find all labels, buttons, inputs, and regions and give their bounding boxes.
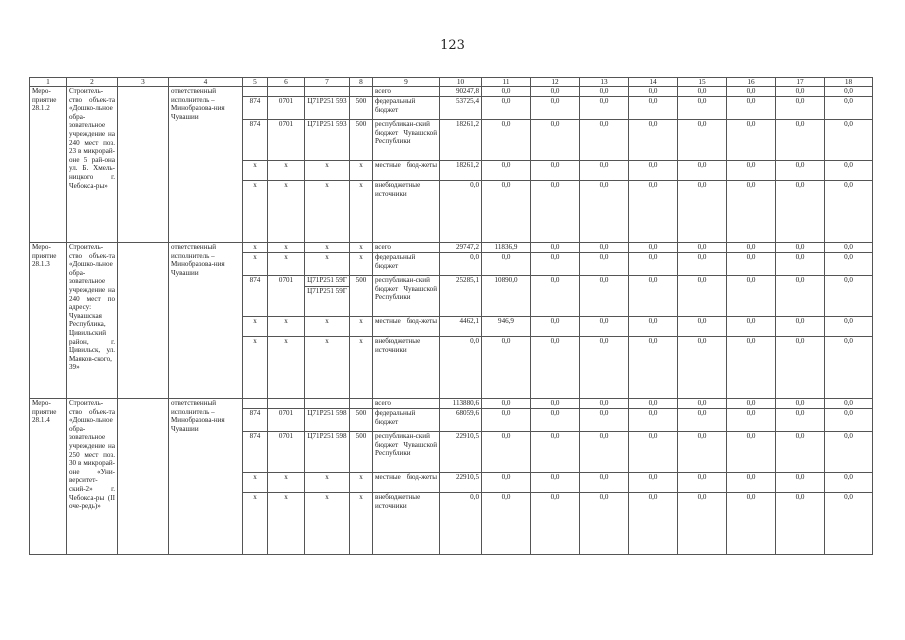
year-value: 0,0 [825,317,873,337]
target-article-code-value: x [325,243,329,251]
column-number-2: 2 [67,78,118,87]
year-value: 0,0 [825,409,873,432]
year-value: 0,0 [531,409,580,432]
year-value: 0,0 [629,97,678,120]
year-value: 0,0 [482,337,531,399]
co-executor [118,399,169,555]
table-row [30,243,873,253]
target-article-code-value: x [325,317,329,325]
year-value: 0,0 [776,243,825,253]
year-value: 0,0 [678,493,727,555]
year-value: 25285,1 [440,276,482,317]
year-value: 29747,2 [440,243,482,253]
year-value: 0,0 [678,87,727,97]
year-value: 0,0 [531,432,580,473]
target-article-code [305,120,350,161]
grbs-code [243,399,268,409]
grbs-code: x [243,493,268,555]
grbs-code: 874 [243,432,268,473]
year-value: 0,0 [727,337,776,399]
year-value: 0,0 [825,161,873,181]
year-value: 0,0 [727,432,776,473]
year-value: 0,0 [629,493,678,555]
year-value: 0,0 [727,276,776,317]
year-value: 0,0 [580,432,629,473]
target-article-code [305,317,350,337]
column-number-18: 18 [825,78,873,87]
year-value: 0,0 [482,409,531,432]
year-value: 0,0 [482,181,531,243]
column-number-8: 8 [350,78,373,87]
year-value: 0,0 [440,181,482,243]
funding-source: республикан-ский бюджет Чувашской Республики [373,276,440,317]
column-number-4: 4 [169,78,243,87]
section-code: x [268,181,305,243]
year-value: 0,0 [580,181,629,243]
year-value: 0,0 [531,181,580,243]
year-value: 0,0 [482,97,531,120]
year-value: 0,0 [727,473,776,493]
expense-type-code: x [350,317,373,337]
year-value: 0,0 [825,253,873,276]
year-value: 0,0 [727,181,776,243]
measure-name: Строитель-ство объек-та «Дошко-льное обра-зовательное учреждение на 240 мест по адресу: Чувашская Республика, Цивильский район, г. Цивильск, ул. Маяков-ского, 39» [67,243,118,399]
funding-source: федеральный бюджет [373,409,440,432]
year-value: 4462,1 [440,317,482,337]
year-value: 0,0 [531,161,580,181]
expense-type-code: x [350,243,373,253]
year-value: 0,0 [678,120,727,161]
column-number-10: 10 [440,78,482,87]
year-value: 18261,2 [440,120,482,161]
year-value: 0,0 [825,473,873,493]
year-value: 0,0 [776,493,825,555]
year-value: 0,0 [580,87,629,97]
grbs-code: x [243,161,268,181]
year-value: 0,0 [629,87,678,97]
year-value: 0,0 [776,97,825,120]
year-value: 0,0 [727,243,776,253]
target-article-code [305,473,350,493]
expense-type-code [350,399,373,409]
year-value: 0,0 [629,253,678,276]
expense-type-code: 500 [350,97,373,120]
year-value: 0,0 [629,181,678,243]
year-value: 0,0 [440,493,482,555]
year-value: 0,0 [629,432,678,473]
grbs-code: x [243,317,268,337]
year-value: 0,0 [580,161,629,181]
target-article-code-value: Ц71Р251 598 [307,432,347,440]
year-value: 0,0 [776,399,825,409]
target-article-code-value: x [325,161,329,169]
target-article-code-value: x [325,253,329,261]
year-value: 0,0 [727,409,776,432]
year-value: 0,0 [825,243,873,253]
target-article-code-value: x [325,181,329,189]
year-value: 0,0 [482,87,531,97]
year-value: 0,0 [482,120,531,161]
year-value: 53725,4 [440,97,482,120]
section-code: x [268,253,305,276]
co-executor [118,243,169,399]
table-row [30,399,873,409]
expense-type-code [350,87,373,97]
year-value: 0,0 [629,337,678,399]
grbs-code: x [243,337,268,399]
year-value: 0,0 [825,97,873,120]
expense-type-code: 500 [350,432,373,473]
target-article-code-value: x [325,473,329,481]
expense-type-code: x [350,181,373,243]
year-value: 0,0 [580,253,629,276]
year-value: 0,0 [678,161,727,181]
year-value: 0,0 [678,399,727,409]
year-value: 0,0 [727,493,776,555]
responsible-executor: ответственный исполнитель – Минобразова-ния Чувашии [169,243,243,399]
year-value: 0,0 [629,243,678,253]
year-value: 0,0 [727,399,776,409]
target-article-code [305,253,350,276]
co-executor [118,87,169,243]
year-value: 0,0 [580,399,629,409]
target-article-code-value: Ц71Р251 593 [307,97,347,105]
year-value: 0,0 [825,337,873,399]
target-article-code [305,276,350,317]
funding-source: федеральный бюджет [373,253,440,276]
funding-source: федеральный бюджет [373,97,440,120]
target-article-code-value: Ц71Р251 593 [307,120,347,128]
target-article-code [305,97,350,120]
expense-type-code: 500 [350,409,373,432]
year-value: 0,0 [825,432,873,473]
year-value: 0,0 [629,120,678,161]
section-code [268,399,305,409]
section-code: 0701 [268,97,305,120]
year-value: 0,0 [629,473,678,493]
year-value: 0,0 [678,317,727,337]
year-value: 10890,0 [482,276,531,317]
section-code: 0701 [268,120,305,161]
year-value: 0,0 [776,409,825,432]
measure-name: Строитель-ство объек-та «Дошко-льное обра-зовательное учреждение на 250 мест поз. 30 в микрорай-оне «Уни-верситет-ский-2» г. Чебокса-ры (II оче-редь)» [67,399,118,555]
year-value: 0,0 [580,473,629,493]
target-article-code-value: Ц71Р251 59Г [307,276,347,284]
target-article-code [305,399,350,409]
page-number: 123 [440,38,465,53]
target-article-code-value: x [325,493,329,501]
target-article-code [305,181,350,243]
year-value: 0,0 [678,337,727,399]
funding-source: внебюджетные источники [373,337,440,399]
grbs-code: 874 [243,97,268,120]
year-value: 0,0 [678,253,727,276]
year-value: 0,0 [727,120,776,161]
section-code: x [268,161,305,181]
year-value: 0,0 [531,399,580,409]
measure-label: Меро-приятие 28.1.3 [30,243,67,399]
column-number-7: 7 [305,78,350,87]
target-article-code-extra: Ц71Р251 59Г [305,286,349,296]
year-value: 0,0 [678,97,727,120]
column-number-11: 11 [482,78,531,87]
expense-type-code: x [350,253,373,276]
table-row [30,87,873,97]
grbs-code: x [243,181,268,243]
year-value: 0,0 [678,243,727,253]
year-value: 0,0 [776,120,825,161]
year-value: 113880,6 [440,399,482,409]
column-number-9: 9 [373,78,440,87]
year-value: 11836,9 [482,243,531,253]
section-code: 0701 [268,432,305,473]
year-value: 0,0 [678,276,727,317]
year-value: 0,0 [776,181,825,243]
funding-source: республикан-ский бюджет Чувашской Республики [373,120,440,161]
year-value: 90247,8 [440,87,482,97]
responsible-executor: ответственный исполнитель – Минобразова-ния Чувашии [169,399,243,555]
year-value: 0,0 [531,120,580,161]
year-value: 0,0 [825,276,873,317]
funding-source: внебюджетные источники [373,493,440,555]
target-article-code [305,161,350,181]
year-value: 0,0 [629,276,678,317]
year-value: 0,0 [531,97,580,120]
year-value: 0,0 [482,493,531,555]
section-code: x [268,473,305,493]
column-number-12: 12 [531,78,580,87]
year-value: 0,0 [482,473,531,493]
measure-label: Меро-приятие 28.1.2 [30,87,67,243]
section-code: x [268,493,305,555]
funding-source: внебюджетные источники [373,181,440,243]
section-code [268,87,305,97]
column-number-6: 6 [268,78,305,87]
year-value: 0,0 [580,243,629,253]
funding-source: всего [373,399,440,409]
year-value: 0,0 [727,87,776,97]
expense-type-code: x [350,493,373,555]
column-number-15: 15 [678,78,727,87]
year-value: 0,0 [776,432,825,473]
expense-type-code: x [350,473,373,493]
expense-type-code: 500 [350,120,373,161]
year-value: 0,0 [825,120,873,161]
year-value: 0,0 [776,276,825,317]
year-value: 0,0 [776,473,825,493]
funding-source: местные бюд-жеты [373,317,440,337]
year-value: 0,0 [776,161,825,181]
target-article-code-value: x [325,337,329,345]
year-value: 0,0 [482,432,531,473]
target-article-code-value: Ц71Р251 598 [307,409,347,417]
year-value: 0,0 [531,317,580,337]
target-article-code [305,409,350,432]
year-value: 0,0 [776,87,825,97]
year-value: 0,0 [825,87,873,97]
section-code: x [268,243,305,253]
year-value: 0,0 [531,276,580,317]
year-value: 0,0 [629,399,678,409]
measure-label: Меро-приятие 28.1.4 [30,399,67,555]
year-value: 0,0 [678,473,727,493]
section-code: 0701 [268,276,305,317]
year-value: 0,0 [678,409,727,432]
target-article-code [305,337,350,399]
responsible-executor: ответственный исполнитель – Минобразова-ния Чувашии [169,87,243,243]
column-number-13: 13 [580,78,629,87]
year-value: 0,0 [580,409,629,432]
year-value: 0,0 [629,161,678,181]
funding-source: всего [373,87,440,97]
section-code: x [268,317,305,337]
grbs-code: x [243,243,268,253]
year-value: 0,0 [776,253,825,276]
column-number-1: 1 [30,78,67,87]
year-value: 0,0 [482,399,531,409]
year-value: 0,0 [580,97,629,120]
expense-type-code: 500 [350,276,373,317]
year-value: 0,0 [727,253,776,276]
year-value: 22910,5 [440,473,482,493]
year-value: 0,0 [482,161,531,181]
funding-source: республикан-ский бюджет Чувашской Республики [373,432,440,473]
column-number-16: 16 [727,78,776,87]
grbs-code: x [243,253,268,276]
year-value: 0,0 [580,337,629,399]
year-value: 0,0 [678,432,727,473]
column-number-17: 17 [776,78,825,87]
column-number-14: 14 [629,78,678,87]
year-value: 0,0 [727,317,776,337]
year-value: 0,0 [580,493,629,555]
year-value: 0,0 [580,317,629,337]
grbs-code [243,87,268,97]
year-value: 18261,2 [440,161,482,181]
funding-source: местные бюд-жеты [373,473,440,493]
year-value: 0,0 [825,399,873,409]
column-number-row [30,78,873,87]
column-number-3: 3 [118,78,169,87]
grbs-code: x [243,473,268,493]
year-value: 0,0 [776,317,825,337]
year-value: 0,0 [825,181,873,243]
year-value: 0,0 [531,87,580,97]
year-value: 68059,6 [440,409,482,432]
target-article-code [305,432,350,473]
year-value: 0,0 [580,276,629,317]
year-value: 0,0 [825,493,873,555]
year-value: 0,0 [580,120,629,161]
year-value: 946,9 [482,317,531,337]
year-value: 0,0 [440,253,482,276]
year-value: 0,0 [482,253,531,276]
year-value: 0,0 [531,473,580,493]
target-article-code [305,87,350,97]
year-value: 0,0 [629,409,678,432]
year-value: 0,0 [727,97,776,120]
expense-type-code: x [350,337,373,399]
year-value: 0,0 [629,317,678,337]
grbs-code: 874 [243,120,268,161]
year-value: 0,0 [776,337,825,399]
year-value: 0,0 [531,243,580,253]
funding-source: местные бюд-жеты [373,161,440,181]
measure-name: Строитель-ство объек-та «Дошко-льное обра-зовательное учреждение на 240 мест поз. 23 в микрорай-оне 5 рай-она ул. Б. Хмель-ницкого г. Чебокса-ры» [67,87,118,243]
year-value: 22910,5 [440,432,482,473]
target-article-code [305,493,350,555]
expense-type-code: x [350,161,373,181]
year-value: 0,0 [531,493,580,555]
year-value: 0,0 [531,253,580,276]
year-value: 0,0 [531,337,580,399]
year-value: 0,0 [440,337,482,399]
year-value: 0,0 [727,161,776,181]
grbs-code: 874 [243,276,268,317]
section-code: x [268,337,305,399]
grbs-code: 874 [243,409,268,432]
funding-source: всего [373,243,440,253]
budget-table [29,77,873,555]
year-value: 0,0 [678,181,727,243]
section-code: 0701 [268,409,305,432]
column-number-5: 5 [243,78,268,87]
target-article-code [305,243,350,253]
